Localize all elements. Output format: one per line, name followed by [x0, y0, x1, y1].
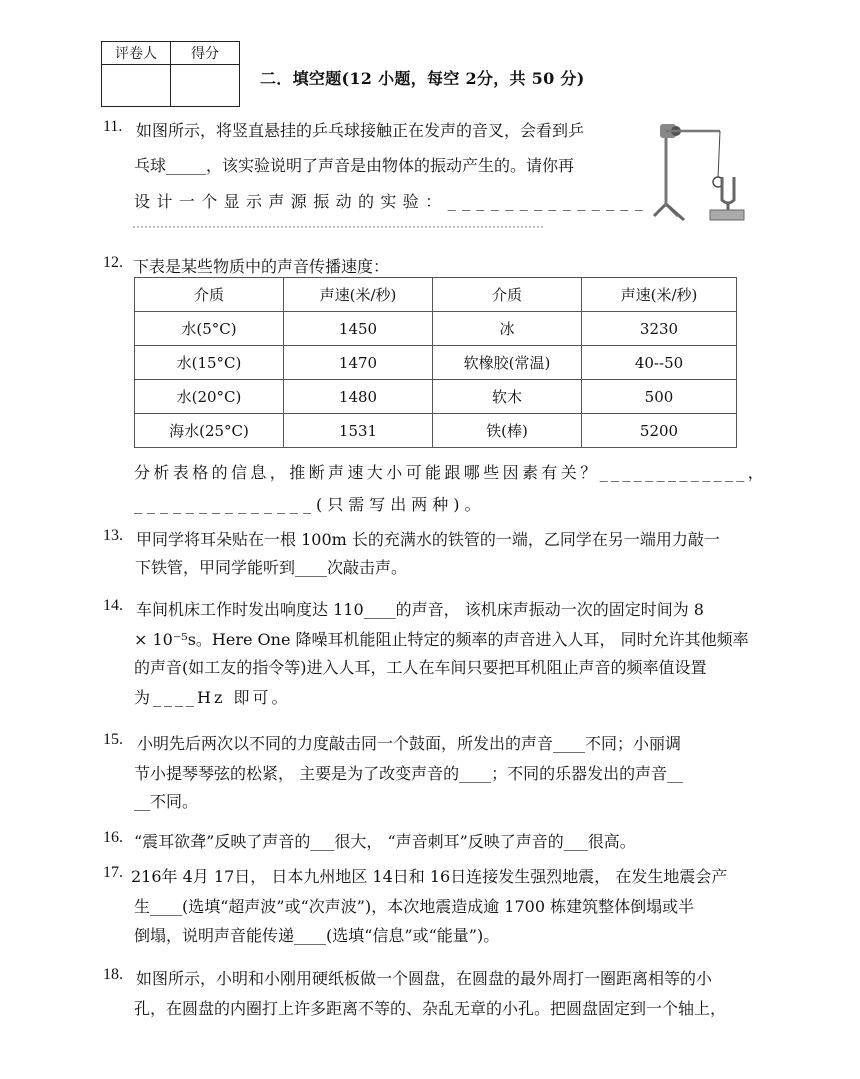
- table-cell: 3230: [582, 312, 737, 346]
- q11-number: 11.: [103, 118, 123, 135]
- table-row: [135, 346, 737, 380]
- q14-line1: 车间机床工作时发出响度达 110____的声音， 该机床声振动一次的固定时间为 8: [136, 600, 704, 619]
- table-cell: 水(5°C): [135, 312, 284, 346]
- q15-number: 15.: [103, 731, 123, 748]
- q13-number: 13.: [103, 527, 123, 544]
- q18-line2: 孔，在圆盘的内圈打上许多距离不等的、杂乱无章的小孔。把圆盘固定到一个轴上，: [134, 999, 727, 1018]
- table-cell: 软木: [433, 380, 582, 414]
- q14-line3: 的声音(如工友的指令等)进入人耳，工人在车间只要把耳机阻止声音的频率值设置: [134, 658, 707, 677]
- q17-line1: 216年 4月 17日， 日本九州地区 14日和 16日连接发生强烈地震， 在发生地震会产: [131, 867, 728, 886]
- q17-line3: 倒塌，说明声音能传递____(选填“信息”或“能量”)。: [134, 926, 500, 945]
- q12-line2: ______________(只需写出两种)。: [134, 495, 486, 514]
- q15-line1: 小明先后两次以不同的力度敲击同一个鼓面，所发出的声音____不同；小丽调: [137, 734, 682, 753]
- q13-line2: 下铁管，甲同学能听到____次敲击声。: [135, 558, 408, 577]
- grader-label: 评卷人: [102, 42, 171, 65]
- q15-line3: __不同。: [134, 792, 199, 811]
- table-cell: 1450: [284, 312, 433, 346]
- q17-line2: 生____(选填“超声波”或“次声波”)，本次地震造成逾 1700 栋建筑整体倒塌或半: [134, 897, 695, 916]
- table-cell: 软橡胶(常温): [433, 346, 582, 380]
- table-header-cell: 声速(米/秒): [284, 278, 433, 312]
- table-cell: 1470: [284, 346, 433, 380]
- table-row: [135, 380, 737, 414]
- q17-number: 17.: [103, 864, 123, 881]
- table-header-cell: 声速(米/秒): [582, 278, 737, 312]
- section-title: 二．填空题(12 小题，每空 2分，共 50 分): [260, 69, 585, 88]
- q14-line2: × 10⁻⁵s。Here One 降噪耳机能阻止特定的频率的声音进入人耳， 同时允许其他频率: [134, 630, 749, 649]
- q11-line1: 如图所示，将竖直悬挂的乒乓球接触正在发声的音叉，会看到乒: [136, 121, 585, 140]
- q12-intro: 下表是某些物质中的声音传播速度：: [133, 257, 390, 276]
- q16-number: 16.: [103, 829, 123, 846]
- score-cell[interactable]: [171, 65, 240, 107]
- table-row: [135, 312, 737, 346]
- divider: [133, 226, 543, 228]
- score-box: [101, 41, 240, 107]
- q16-line1: “震耳欲聋”反映了声音的___很大， “声音刺耳”反映了声音的___很高。: [134, 832, 636, 851]
- q18-number: 18.: [103, 966, 123, 983]
- q14-line4: 为____Hz 即可。: [134, 688, 291, 707]
- table-row: [135, 414, 737, 448]
- table-cell: 海水(25°C): [135, 414, 284, 448]
- table-header-row: [135, 278, 737, 312]
- score-label: 得分: [171, 42, 240, 65]
- q14-number: 14.: [103, 597, 123, 614]
- table-header-cell: 介质: [135, 278, 284, 312]
- sound-speed-table: [134, 277, 737, 448]
- q12-number: 12.: [103, 254, 123, 271]
- q15-line2: 节小提琴琴弦的松紧， 主要是为了改变声音的____；不同的乐器发出的声音__: [134, 764, 684, 783]
- table-cell: 水(20°C): [135, 380, 284, 414]
- table-cell: 冰: [433, 312, 582, 346]
- table-cell: 铁(棒): [433, 414, 582, 448]
- q13-line1: 甲同学将耳朵贴在一根 100m 长的充满水的铁管的一端，乙同学在另一端用力敲一: [136, 530, 720, 549]
- table-cell: 40--50: [582, 346, 737, 380]
- table-header-cell: 介质: [433, 278, 582, 312]
- grader-cell[interactable]: [102, 65, 171, 107]
- q18-line1: 如图所示，小明和小刚用硬纸板做一个圆盘，在圆盘的最外周打一圈距离相等的小: [136, 969, 713, 988]
- table-cell: 1531: [284, 414, 433, 448]
- table-cell: 1480: [284, 380, 433, 414]
- table-cell: 水(15°C): [135, 346, 284, 380]
- q11-line2: 乓球_____，该实验说明了声音是由物体的振动产生的。请你再: [134, 156, 575, 175]
- tuning-fork-pingpong-apparatus-icon: [644, 112, 748, 228]
- table-cell: 500: [582, 380, 737, 414]
- q11-line3: 设计一个显示声源振动的实验：______________: [134, 192, 650, 211]
- table-cell: 5200: [582, 414, 737, 448]
- q12-line1: 分析表格的信息，推断声速大小可能跟哪些因素有关？_____________，: [134, 463, 768, 482]
